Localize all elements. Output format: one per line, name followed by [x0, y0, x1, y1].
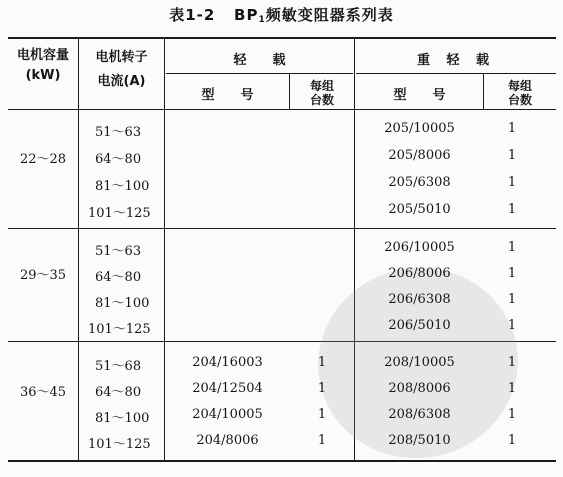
rotor-current-value: 81～100 — [95, 296, 150, 311]
heavy-model-value: 208/5010 — [388, 433, 451, 448]
heavy-model-value: 206/8006 — [388, 266, 451, 281]
heavy-count-value: 1 — [507, 381, 517, 396]
capacity-value: 22～28 — [19, 152, 67, 167]
title-subscript: 1 — [258, 15, 266, 25]
header-rotor-line1: 电机转子 — [95, 50, 148, 65]
rotor-current-value: 51～63 — [95, 244, 142, 259]
group-rule-1 — [8, 228, 556, 229]
light-count-value: 1 — [317, 407, 327, 422]
heavy-model-value: 205/6308 — [388, 175, 451, 190]
top-rule — [8, 37, 556, 39]
heavy-count-value: 1 — [507, 240, 517, 255]
rotor-current-value: 64～80 — [95, 385, 142, 400]
light-count-value: 1 — [317, 355, 327, 370]
header-subrule-heavy — [356, 73, 556, 74]
rotor-current-value: 64～80 — [95, 152, 142, 167]
light-count-value: 1 — [317, 433, 327, 448]
col-divider-rotor — [164, 39, 165, 460]
table-title — [0, 4, 563, 25]
rotor-current-value: 81～100 — [95, 411, 150, 426]
light-model-value: 204/8006 — [196, 433, 259, 448]
header-heavy-per-group-line2: 台数 — [507, 93, 532, 107]
table-number: 表1-2 — [169, 6, 216, 24]
heavy-count-value: 1 — [507, 318, 517, 333]
capacity-value: 29～35 — [19, 268, 67, 283]
header-heavy-load: 重 轻 载 — [416, 53, 496, 68]
heavy-model-value: 206/6308 — [388, 292, 451, 307]
rotor-current-value: 101～125 — [88, 437, 151, 452]
header-light-model: 型 号 — [201, 88, 254, 103]
heavy-count-value: 1 — [507, 202, 517, 217]
header-bottom-rule — [8, 109, 556, 110]
light-model-value: 204/12504 — [192, 381, 263, 396]
capacity-value: 36～45 — [19, 385, 67, 400]
col-divider-capacity — [78, 39, 79, 460]
rotor-current-value: 64～80 — [95, 270, 142, 285]
rotor-current-value: 81～100 — [95, 179, 150, 194]
bottom-rule — [8, 460, 556, 462]
header-subrule-light — [166, 73, 353, 74]
header-light-per-group-line2: 台数 — [309, 93, 334, 107]
header-heavy-per-group-line1: 每组 — [507, 79, 532, 93]
light-model-value: 204/10005 — [192, 407, 263, 422]
heavy-model-value: 208/10005 — [384, 355, 455, 370]
header-rotor-current — [79, 46, 164, 94]
heavy-model-value: 206/10005 — [384, 240, 455, 255]
header-heavy-model: 型 号 — [393, 88, 446, 103]
heavy-model-value: 205/10005 — [384, 121, 455, 136]
light-model-value: 204/16003 — [192, 355, 263, 370]
header-capacity-line1: 电机容量 — [16, 48, 69, 63]
heavy-count-value: 1 — [507, 121, 517, 136]
heavy-count-value: 1 — [507, 433, 517, 448]
header-heavy-per-group — [484, 79, 556, 107]
heavy-model-value: 208/8006 — [388, 381, 451, 396]
header-rotor-line2: 电流(A) — [97, 74, 146, 89]
heavy-count-value: 1 — [507, 355, 517, 370]
heavy-model-value: 205/8006 — [388, 148, 451, 163]
heavy-count-value: 1 — [507, 292, 517, 307]
heavy-count-value: 1 — [507, 148, 517, 163]
heavy-model-value: 208/6308 — [388, 407, 451, 422]
heavy-model-value: 206/5010 — [388, 318, 451, 333]
heavy-count-value: 1 — [507, 175, 517, 190]
header-capacity — [8, 46, 78, 86]
rotor-current-value: 51～63 — [95, 125, 142, 140]
rotor-current-value: 101～125 — [88, 206, 151, 221]
rotor-current-value: 51～68 — [95, 359, 142, 374]
light-count-value: 1 — [317, 381, 327, 396]
title-text: 频敏变阻器系列表 — [265, 6, 394, 24]
heavy-count-value: 1 — [507, 407, 517, 422]
title-bp: BP — [234, 6, 259, 24]
heavy-model-value: 205/5010 — [388, 202, 451, 217]
rotor-current-value: 101～125 — [88, 322, 151, 337]
header-light-per-group-line1: 每组 — [309, 79, 334, 93]
heavy-count-value: 1 — [507, 266, 517, 281]
header-light-per-group — [290, 79, 354, 107]
header-capacity-line2: (kW) — [25, 68, 61, 83]
header-light-load: 轻 载 — [233, 53, 286, 68]
